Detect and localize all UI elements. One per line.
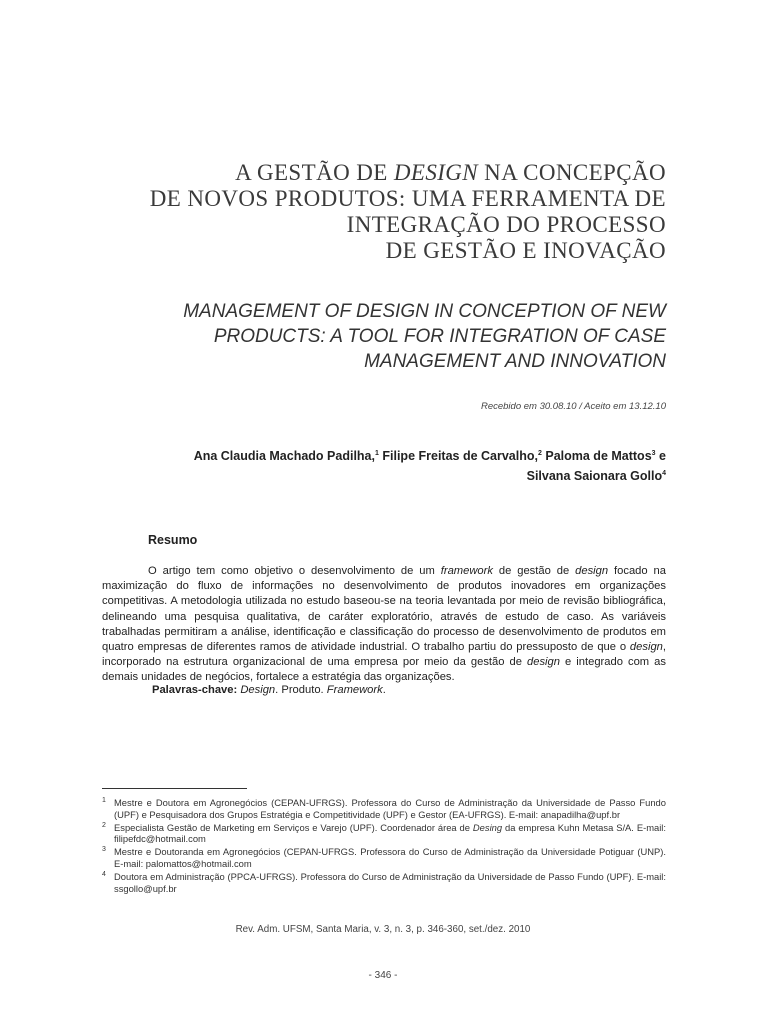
- title-pt-design-word: DESIGN: [393, 160, 479, 185]
- abstract-italic-4: design: [527, 656, 560, 669]
- keywords-end: .: [382, 684, 386, 696]
- title-pt-line-1b: NA CONCEPÇÃO: [478, 160, 666, 185]
- journal-citation: Rev. Adm. UFSM, Santa Maria, v. 3, n. 3, p. 346-360, set./dez. 2010: [235, 924, 531, 935]
- footnote-2-number: 2: [102, 821, 106, 829]
- title-pt-line-4: DE GESTÃO E INOVAÇÃO: [385, 238, 666, 263]
- footnote-1-text: Mestre e Doutora em Agronegócios (CEPAN-UFRGS). Professora do Curso de Administração da Universidade de Passo Fundo (UPF) e Pesquisadora dos Grupos Estratégia e Competitividade (UPF) e Gestor (EA-UFRGS). E-mail: anapadilha@upf.br: [114, 797, 666, 820]
- abstract-text-4: , incorporado na estrutura organizacional de uma empresa por meio da gestão de: [102, 641, 666, 669]
- title-portuguese: [100, 160, 666, 264]
- abstract-text-5: e integrado com as demais unidades de negócios, fortalece a estratégia das organizações.: [102, 656, 666, 684]
- title-en-line-2: PRODUCTS: A TOOL FOR INTEGRATION OF CASE: [213, 326, 666, 347]
- authors-line-1: [100, 446, 666, 466]
- author-4: Silvana Saionara Gollo: [526, 469, 663, 483]
- title-pt-line-1: [100, 160, 666, 186]
- authors-line-2: [100, 466, 666, 486]
- footnote-2-italic: Desing: [472, 821, 503, 833]
- footnote-1: [102, 797, 666, 821]
- footnote-2-text-a: Especialista Gestão de Marketing em Serviços e Varejo (UPF). Coordenador área de: [114, 821, 473, 833]
- author-conjunction: e: [659, 449, 666, 463]
- abstract-text-1: O artigo tem como objetivo o desenvolvimento de um: [148, 565, 441, 577]
- title-pt-line-1a: A GESTÃO DE: [235, 160, 394, 185]
- title-pt-line-3: INTEGRAÇÃO DO PROCESSO: [346, 212, 666, 237]
- keyword-1: Design: [240, 684, 276, 696]
- footnote-2-text-b: da empresa Kuhn Metasa S/A. E-mail: filipefdc@hotmail.com: [114, 821, 666, 845]
- footnote-2: [102, 822, 666, 846]
- author-2-sup: 2: [537, 449, 542, 457]
- received-date: Recebido em 30.08.10 / Aceito em 13.12.10: [480, 401, 666, 412]
- keywords: [102, 683, 666, 698]
- abstract-italic-1: framework: [440, 565, 493, 577]
- footnote-4: [102, 871, 666, 895]
- footnote-3-number: 3: [102, 846, 106, 854]
- abstract-text-2: de gestão de: [492, 565, 576, 577]
- author-1: Ana Claudia Machado Padilha,: [193, 449, 375, 463]
- abstract-paragraph: [102, 564, 666, 686]
- page-number: - 346 -: [368, 970, 398, 981]
- footnote-4-text: Doutora em Administração (PPCA-UFRGS). Professora do Curso de Administração da Universidade de Passo Fundo (UPF). E-mail: ssgollo@upf.br: [114, 870, 666, 894]
- keyword-separator: . Produto.: [275, 684, 327, 696]
- footnote-divider: [102, 788, 247, 789]
- abstract-text-3: focado na maximização do fluxo de informações no desenvolvimento de produtos inovadores em organizações competitivas. A metodologia utilizada no estudo baseou-se na teoria levantada por meio de revisão bibliográfica, delineando uma pesquisa qualitativa, de caráter exploratório, através de estudo de caso. As variáveis trabalhadas permitiram a análise, identificação e classificação do processo de desenvolvimento de produtos em quatro empresas de diferentes ramos de atividade industrial. O trabalho partiu do pressuposto de que o: [102, 565, 666, 654]
- author-2: Filipe Freitas de Carvalho,: [382, 449, 538, 463]
- footnotes: [102, 797, 666, 895]
- footnote-1-number: 1: [102, 797, 106, 804]
- author-3: Paloma de Mattos: [545, 449, 652, 463]
- author-4-sup: 4: [662, 469, 666, 477]
- abstract-italic-2: design: [575, 565, 609, 577]
- authors: [100, 446, 666, 486]
- title-en-line-3: MANAGEMENT AND INNOVATION: [364, 351, 666, 372]
- abstract-body: [102, 564, 666, 686]
- abstract-italic-3: design: [629, 641, 663, 654]
- footnote-3: [102, 846, 666, 870]
- author-3-sup: 3: [651, 449, 656, 457]
- keywords-label: Palavras-chave:: [152, 684, 238, 696]
- title-pt-line-2: DE NOVOS PRODUTOS: UMA FERRAMENTA DE: [149, 186, 666, 211]
- footnote-3-text: Mestre e Doutoranda em Agronegócios (CEPAN-UFRGS. Professora do Curso de Administração da Universidade Potiguar (UNP). E-mail: palomattos@hotmail.com: [114, 846, 666, 869]
- title-en-line-1: MANAGEMENT OF DESIGN IN CONCEPTION OF NEW: [183, 301, 666, 322]
- author-1-sup: 1: [374, 449, 379, 457]
- title-english: [100, 299, 666, 374]
- footnote-4-number: 4: [102, 870, 106, 878]
- resumo-heading: Resumo: [148, 533, 198, 547]
- keyword-2: Framework: [326, 684, 383, 696]
